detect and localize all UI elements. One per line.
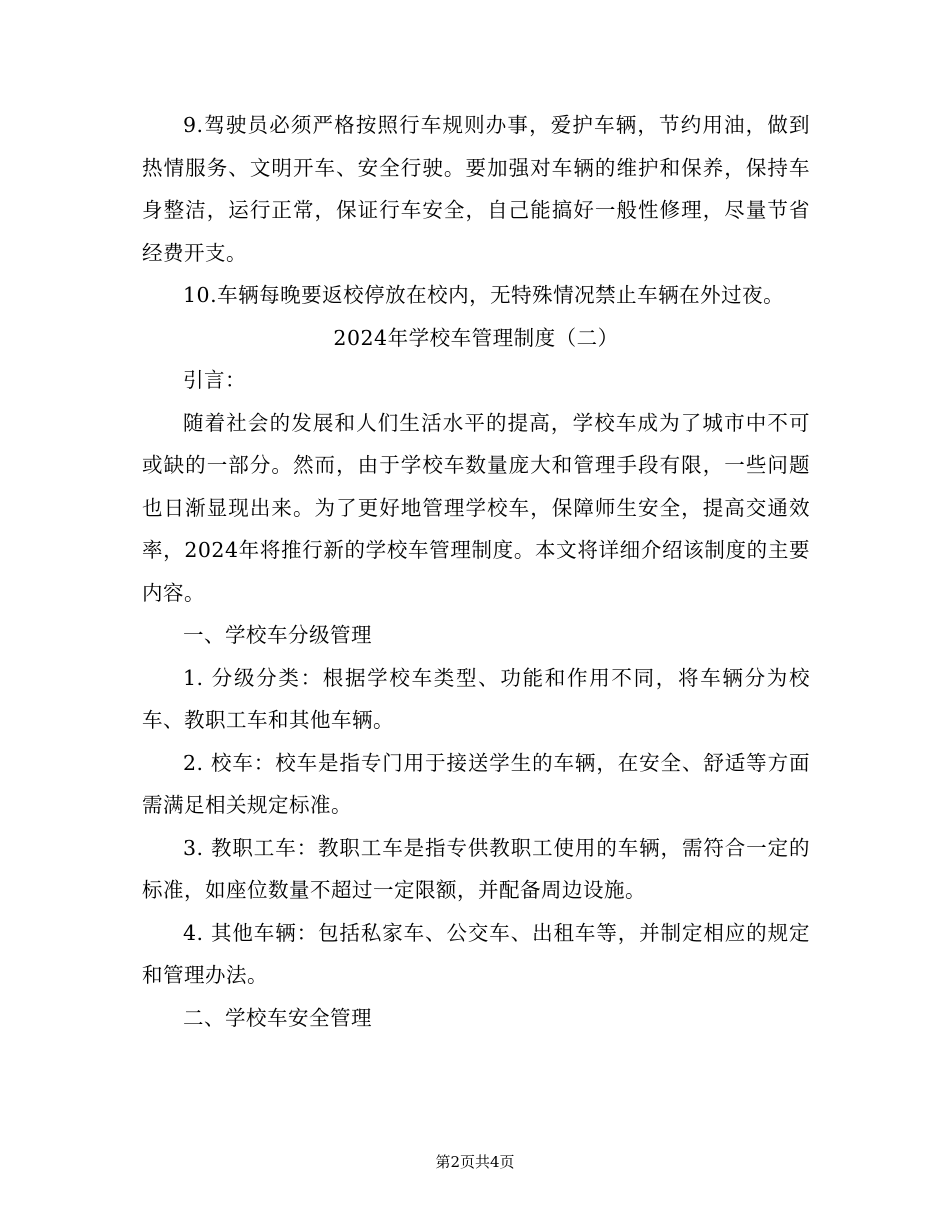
paragraph-item-10: 10.车辆每晚要返校停放在校内，无特殊情况禁止车辆在外过夜。 [183,283,785,307]
paragraph-classification-4: 4. 其他车辆：包括私家车、公交车、出租车等，并制定相应的规定和管理办法。 [142,920,810,987]
document-body [142,104,810,1039]
paragraph-classification-1: 1. 分级分类：根据学校车类型、功能和作用不同，将车辆分为校车、教职工车和其他车辆。 [142,665,810,732]
heading-safety: 二、学校车安全管理 [183,1005,372,1030]
paragraph-item-9: 9.驾驶员必须严格按照行车规则办事，爱护车辆，节约用油，做到热情服务、文明开车、安全行驶。要加强对车辆的维护和保养，保持车身整洁，运行正常，保证行车安全，自己能搞好一般性修理，尽量节省经费开支。 [142,113,810,265]
paragraph-classification-3: 3. 教职工车：教职工车是指专供教职工使用的车辆，需符合一定的标准，如座位数量不超过一定限额，并配备周边设施。 [142,835,810,902]
paragraph-classification-2: 2. 校车：校车是指专门用于接送学生的车辆，在安全、舒适等方面需满足相关规定标准。 [142,750,810,817]
heading-classification: 一、学校车分级管理 [183,623,372,647]
page-number-footer: 第2页共4页 [435,1153,515,1171]
paragraph-intro: 随着社会的发展和人们生活水平的提高，学校车成为了城市中不可或缺的一部分。然而，由于学校车数量庞大和管理手段有限，一些问题也日渐显现出来。为了更好地管理学校车，保障师生安全，提高交通效率，2024年将推行新的学校车管理制度。本文将详细介绍该制度的主要内容。 [142,410,810,605]
section-title: 2024年学校车管理制度（二） [333,325,619,350]
paragraph-intro-label: 引言： [183,368,246,392]
